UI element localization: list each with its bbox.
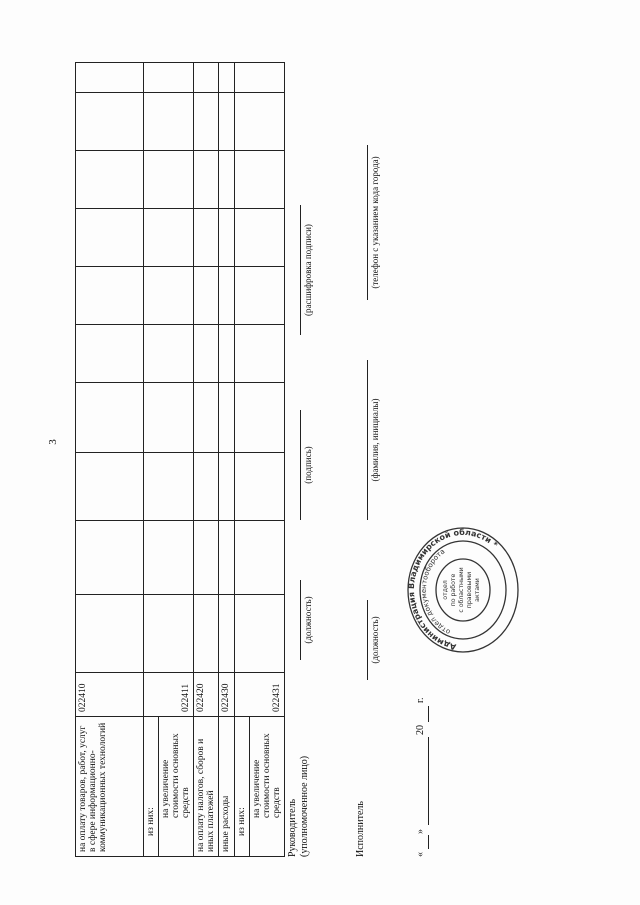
row-code: 022410	[76, 673, 144, 717]
executor-phone-line	[367, 145, 368, 300]
executor-label: Исполнитель	[355, 801, 366, 857]
date-year-line	[428, 706, 429, 722]
row-code: 022411	[144, 673, 194, 717]
head-caption-position: (должность)	[303, 596, 313, 644]
stamp-ring-text: отдел документооборота	[419, 547, 452, 637]
table-row	[219, 63, 235, 857]
head-label: Руководитель	[287, 798, 298, 857]
head-position-line	[300, 580, 301, 660]
row-label: на оплату товаров, работ, услуг в сфере информационно-коммуникационных технологий	[76, 717, 144, 857]
report-table	[75, 62, 285, 857]
stamp-center-line: актами	[474, 578, 481, 602]
date-day-line	[428, 835, 429, 849]
stamp-center-line: по работе	[450, 573, 457, 607]
date-close-quote: »	[415, 829, 426, 834]
official-stamp-seal	[403, 523, 523, 657]
stamp-center-line: с областными	[458, 567, 465, 613]
stamp-center-line: отдел	[442, 580, 449, 600]
table-row	[235, 63, 250, 857]
executor-position-line	[367, 600, 368, 680]
executor-name-line	[367, 360, 368, 520]
page-number: 3	[46, 439, 59, 445]
row-code: 022431	[235, 673, 285, 717]
row-label: на увеличение стоимости основных средств	[250, 717, 285, 857]
row-label: из них:	[144, 717, 159, 857]
head-decoding-line	[300, 205, 301, 335]
date-year-suffix: г.	[415, 697, 426, 703]
row-label: иные расходы	[219, 717, 235, 857]
stamp-center-line: правовыми	[466, 571, 473, 609]
table-row	[76, 63, 144, 857]
executor-caption-position: (должность)	[370, 616, 380, 664]
rotated-content	[0, 15, 620, 885]
stamp-center-text	[442, 567, 481, 612]
head-signature-line	[300, 410, 301, 520]
executor-caption-phone: (телефон с указанием кода города)	[370, 156, 380, 289]
executor-caption-name: (фамилия, инициалы)	[370, 398, 380, 482]
row-label: на оплату налогов, сборов и иных платежей	[194, 717, 219, 857]
date-year-prefix: 20	[415, 725, 426, 735]
date-month-line	[428, 737, 429, 825]
head-caption-decoding: (расшифровка подписи)	[303, 224, 313, 316]
head-sublabel: (уполномоченное лицо)	[299, 755, 310, 857]
head-caption-signature: (подпись)	[303, 446, 313, 484]
stamp-outer-text: Администрация Владимирской области *	[406, 527, 500, 652]
date-open-quote: «	[415, 852, 426, 857]
row-code: 022430	[219, 673, 235, 717]
table-row	[144, 63, 159, 857]
row-label: из них:	[235, 717, 250, 857]
row-label: на увеличение стоимости основных средств	[159, 717, 194, 857]
table-row	[194, 63, 219, 857]
row-code: 022420	[194, 673, 219, 717]
